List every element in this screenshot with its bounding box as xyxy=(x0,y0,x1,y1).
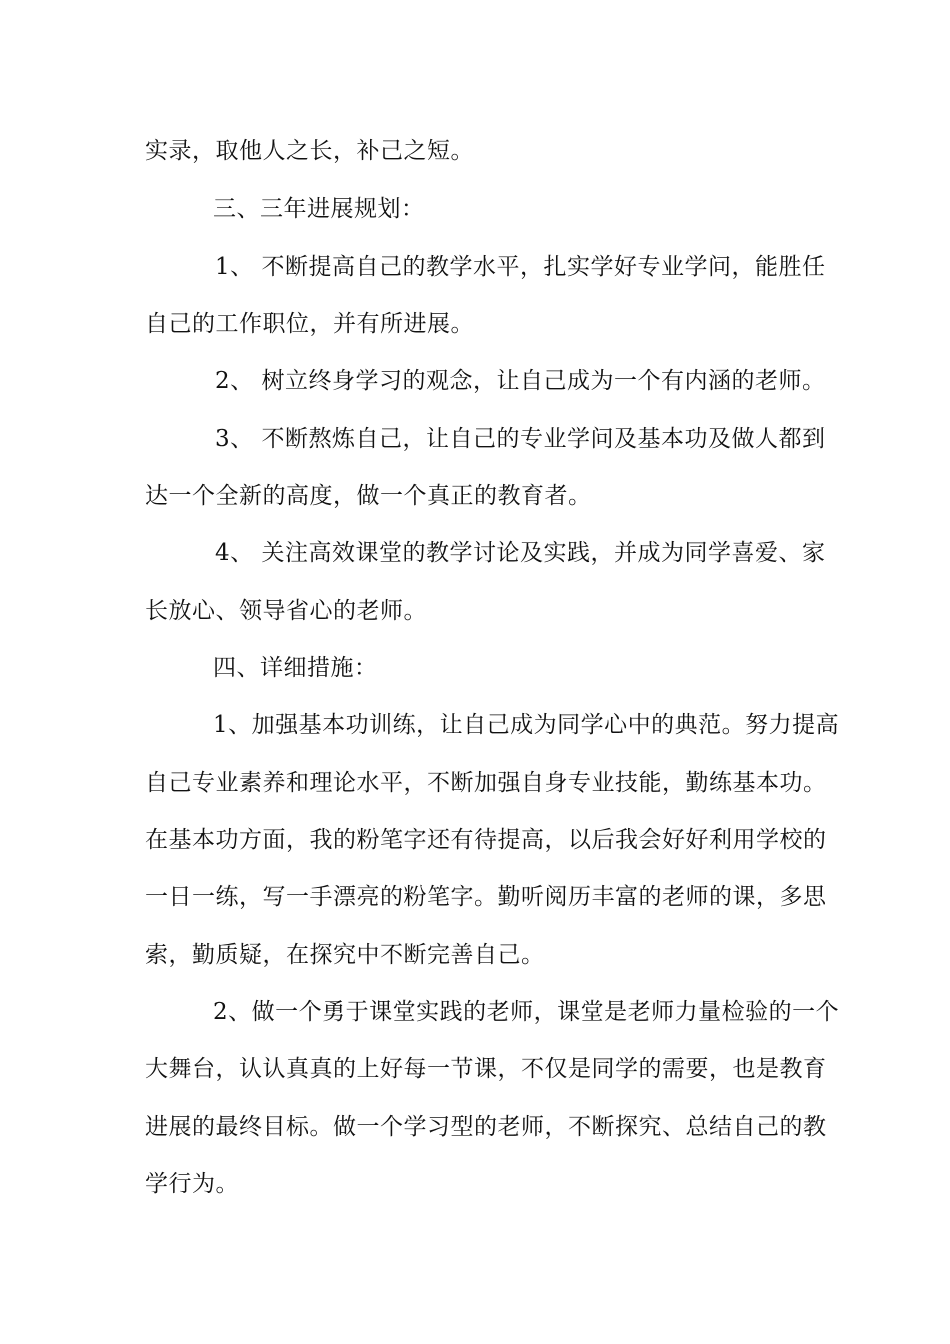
text-line-12: 自己专业素养和理论水平，不断加强自身专业技能，勤练基本功。 xyxy=(145,770,827,796)
text-line-4: 自己的工作职位，并有所进展。 xyxy=(145,311,474,337)
measure-item-1: 1、加强基本功训练，让自己成为同学心中的典范。努力提高 xyxy=(213,712,840,738)
text-line-13: 在基本功方面，我的粉笔字还有待提高，以后我会好好利用学校的 xyxy=(145,827,827,853)
text-line-14: 一日一练，写一手漂亮的粉笔字。勤听阅历丰富的老师的课，多思 xyxy=(145,884,827,910)
text-line-7: 达一个全新的高度，做一个真正的教育者。 xyxy=(145,483,592,509)
plan-item-3: 3、 不断熬炼自己，让自己的专业学问及基本功及做人都到 xyxy=(215,426,826,452)
text-line-1: 实录，取他人之长，补己之短。 xyxy=(145,138,474,164)
text-line-15: 索，勤质疑，在探究中不断完善自己。 xyxy=(145,942,545,968)
plan-item-1: 1、 不断提高自己的教学水平，扎实学好专业学问，能胜任 xyxy=(215,254,826,280)
section-heading-3: 三、三年进展规划： xyxy=(213,196,425,222)
text-line-9: 长放心、领导省心的老师。 xyxy=(145,598,427,624)
text-line-17: 大舞台，认认真真的上好每一节课，不仅是同学的需要，也是教育 xyxy=(145,1056,827,1082)
text-line-19: 学行为。 xyxy=(145,1171,239,1197)
plan-item-2: 2、 树立终身学习的观念，让自己成为一个有内涵的老师。 xyxy=(215,368,826,394)
plan-item-4: 4、 关注高效课堂的教学讨论及实践，并成为同学喜爱、家 xyxy=(215,540,826,566)
text-line-18: 进展的最终目标。做一个学习型的老师，不断探究、总结自己的教 xyxy=(145,1114,827,1140)
section-heading-4: 四、详细措施： xyxy=(213,655,378,681)
measure-item-2: 2、做一个勇于课堂实践的老师，课堂是老师力量检验的一个 xyxy=(213,999,840,1025)
